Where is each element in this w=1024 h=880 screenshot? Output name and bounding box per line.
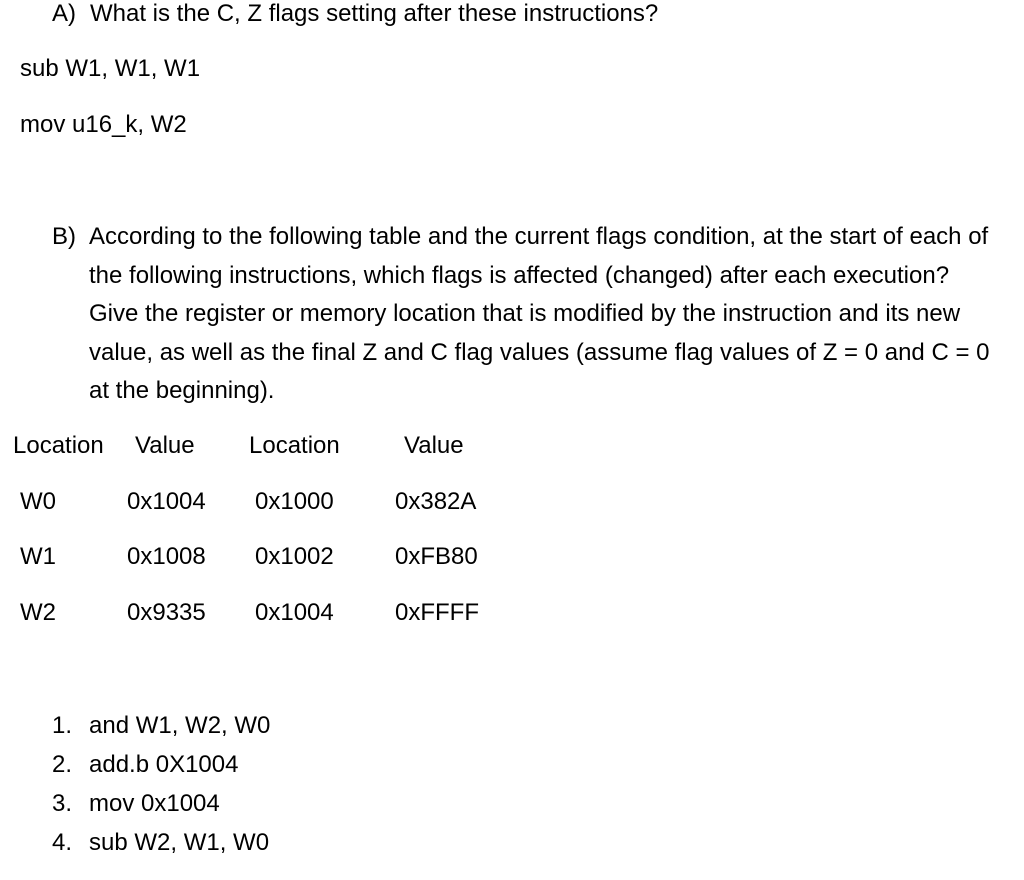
table-cell-address: 0x1000 [255,488,334,515]
list-item [52,745,270,784]
list-item-number: 4. [52,829,73,856]
question-a-text: What is the C, Z flags setting after these instructions? [90,0,659,27]
table-cell-register: W2 [20,599,56,626]
table-cell-memory-value: 0xFFFF [395,599,479,626]
list-item [52,784,270,823]
list-item [52,823,270,862]
list-item-text: mov 0x1004 [89,790,220,817]
table-cell-memory-value: 0xFB80 [395,543,478,570]
list-item-number: 2. [52,751,73,778]
table-cell-register-value: 0x1008 [127,543,206,570]
list-item [52,706,270,745]
table-cell-register: W1 [20,543,56,570]
question-b-marker: B) [52,223,76,250]
question-b [52,218,1002,411]
table-header-value-2: Value [404,432,464,459]
list-item-number: 3. [52,790,73,817]
list-item-text: sub W2, W1, W0 [89,829,270,856]
question-b-text: According to the following table and the current flags condition, at the start of each of the following instructions, which flags is affected (changed) after each execution? Give the register or memory location that is modified by the instruction and its new value, as well as the final Z and C flag values (assume flag values of Z = 0 and C = 0 at the beginning). [89,223,990,404]
list-item-text: and W1, W2, W0 [89,712,271,739]
table-cell-register: W0 [20,488,56,515]
code-line-mov: mov u16_k, W2 [20,111,187,138]
table-cell-register-value: 0x1004 [127,488,206,515]
instruction-list [52,706,270,862]
question-a [52,0,658,30]
table-cell-register-value: 0x9335 [127,599,206,626]
table-cell-address: 0x1004 [255,599,334,626]
table-cell-memory-value: 0x382A [395,488,477,515]
list-item-number: 1. [52,712,73,739]
question-a-marker: A) [52,0,76,27]
table-header-value-1: Value [135,432,195,459]
list-item-text: add.b 0X1004 [89,751,239,778]
code-line-sub: sub W1, W1, W1 [20,55,201,82]
table-cell-address: 0x1002 [255,543,334,570]
table-header-location-2: Location [249,432,340,459]
table-header-location-1: Location [13,432,104,459]
